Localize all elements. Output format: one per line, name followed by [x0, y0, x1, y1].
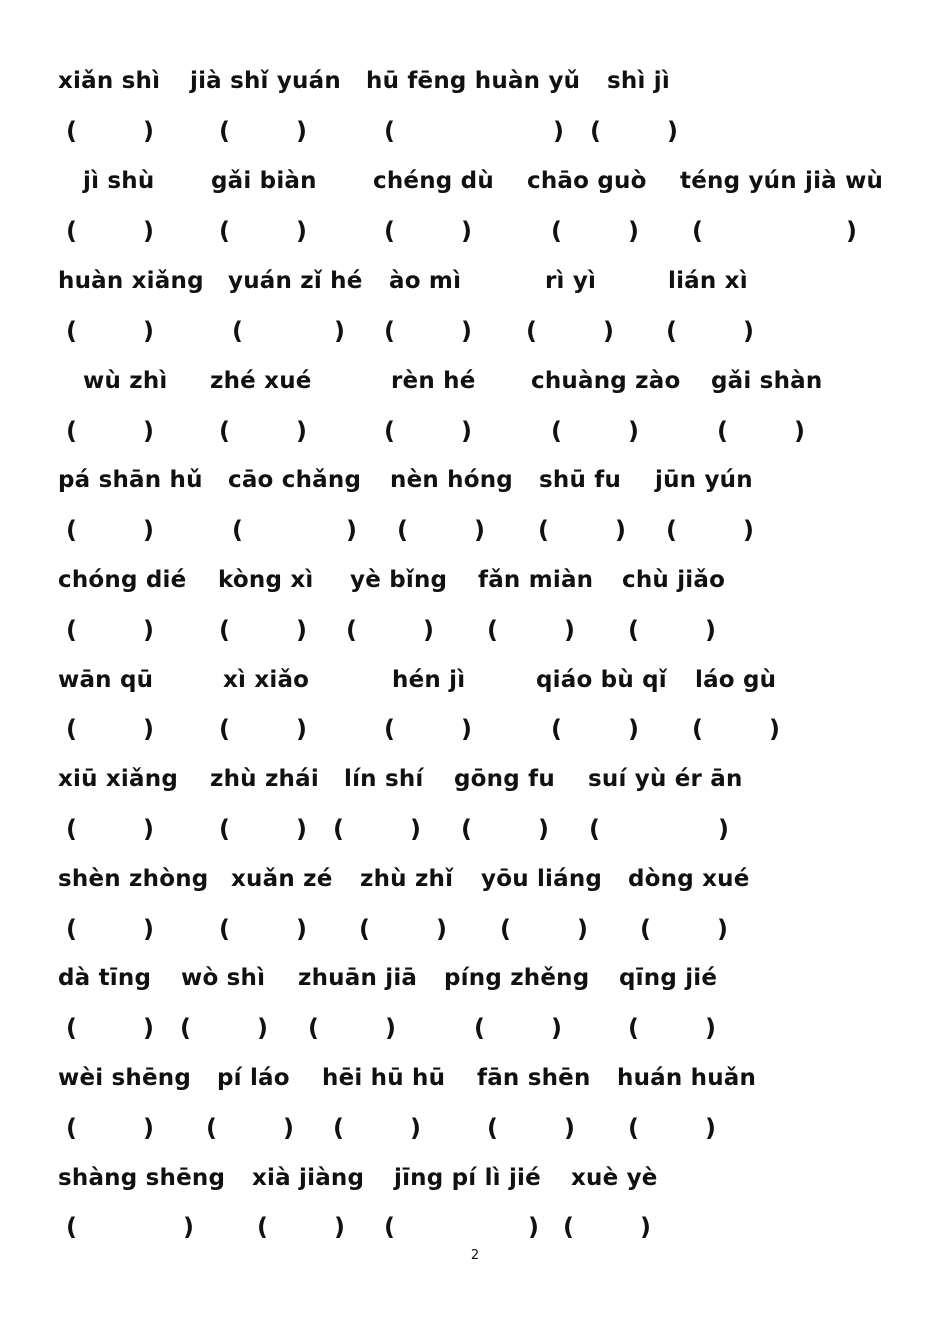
pinyin-item: xuè yè	[571, 1165, 658, 1191]
answer-box[interactable]: ( )	[66, 1014, 154, 1042]
answer-box[interactable]: ( )	[461, 815, 549, 843]
answer-box[interactable]: ( )	[232, 317, 345, 345]
pinyin-row-3	[0, 261, 950, 301]
pinyin-item: wù zhì	[83, 368, 168, 394]
pinyin-item: nèn hóng	[390, 467, 513, 493]
pinyin-item: xì xiǎo	[223, 667, 310, 693]
answer-box[interactable]: ( )	[628, 616, 716, 644]
answer-row-6	[0, 610, 950, 650]
answer-box[interactable]: ( )	[666, 317, 754, 345]
answer-box[interactable]: ( )	[257, 1213, 345, 1241]
answer-box[interactable]: ( )	[66, 1213, 194, 1241]
answer-box[interactable]: ( )	[384, 217, 472, 245]
pinyin-item: pá shān hǔ	[58, 467, 203, 493]
pinyin-item: cāo chǎng	[228, 467, 362, 493]
answer-box[interactable]: ( )	[384, 1213, 539, 1241]
answer-box[interactable]: ( )	[219, 417, 307, 445]
pinyin-item: ào mì	[389, 268, 462, 294]
answer-box[interactable]: ( )	[590, 117, 678, 145]
pinyin-item: chāo guò	[527, 168, 647, 194]
pinyin-item: lián xì	[668, 268, 748, 294]
pinyin-item: chuàng zào	[531, 368, 681, 394]
answer-box[interactable]: ( )	[66, 715, 154, 743]
pinyin-item: shèn zhòng	[58, 866, 209, 892]
pinyin-item: zhù zhǐ	[360, 866, 454, 892]
pinyin-item: hū fēng huàn yǔ	[366, 68, 581, 94]
answer-box[interactable]: ( )	[346, 616, 434, 644]
pinyin-item: shū fu	[539, 467, 622, 493]
pinyin-item: huán huǎn	[617, 1065, 757, 1091]
answer-box[interactable]: ( )	[551, 715, 639, 743]
answer-box[interactable]: ( )	[333, 815, 421, 843]
answer-box[interactable]: ( )	[66, 1114, 154, 1142]
answer-box[interactable]: ( )	[666, 516, 754, 544]
answer-box[interactable]: ( )	[219, 715, 307, 743]
pinyin-item: kòng xì	[218, 567, 314, 593]
pinyin-item: hēi hū hū	[322, 1065, 446, 1091]
answer-box[interactable]: ( )	[308, 1014, 396, 1042]
pinyin-item: jūn yún	[655, 467, 753, 493]
pinyin-item: zhé xué	[210, 368, 312, 394]
pinyin-item: wò shì	[181, 965, 266, 991]
answer-box[interactable]: ( )	[628, 1014, 716, 1042]
answer-row-11	[0, 1108, 950, 1148]
pinyin-item: yuán zǐ hé	[228, 268, 363, 294]
answer-box[interactable]: ( )	[692, 217, 857, 245]
pinyin-item: shì jì	[607, 68, 670, 94]
pinyin-item: suí yù ér ān	[588, 766, 743, 792]
answer-row-10	[0, 1008, 950, 1048]
answer-box[interactable]: ( )	[526, 317, 614, 345]
page-number: 2	[470, 1248, 480, 1263]
pinyin-item: dòng xué	[628, 866, 750, 892]
answer-box[interactable]: ( )	[692, 715, 780, 743]
answer-box[interactable]: ( )	[66, 117, 154, 145]
answer-box[interactable]: ( )	[66, 616, 154, 644]
pinyin-item: rèn hé	[391, 368, 476, 394]
answer-box[interactable]: ( )	[219, 815, 307, 843]
answer-row-4	[0, 411, 950, 451]
answer-box[interactable]: ( )	[384, 417, 472, 445]
answer-box[interactable]: ( )	[384, 715, 472, 743]
answer-box[interactable]: ( )	[66, 915, 154, 943]
answer-box[interactable]: ( )	[333, 1114, 421, 1142]
answer-box[interactable]: ( )	[538, 516, 626, 544]
pinyin-row-6	[0, 560, 950, 600]
pinyin-item: jià shǐ yuán	[190, 68, 341, 94]
pinyin-row-10	[0, 958, 950, 998]
answer-box[interactable]: ( )	[487, 616, 575, 644]
answer-row-3	[0, 311, 950, 351]
pinyin-item: hén jì	[392, 667, 466, 693]
answer-row-8	[0, 809, 950, 849]
pinyin-item: qiáo bù qǐ	[536, 667, 667, 693]
pinyin-row-1	[0, 61, 950, 101]
pinyin-item: pí láo	[217, 1065, 290, 1091]
pinyin-item: fǎn miàn	[478, 567, 594, 593]
answer-box[interactable]: ( )	[359, 915, 447, 943]
answer-row-1	[0, 111, 950, 151]
pinyin-item: yōu liáng	[481, 866, 603, 892]
answer-box[interactable]: ( )	[487, 1114, 575, 1142]
pinyin-item: qīng jié	[619, 965, 718, 991]
answer-box[interactable]: ( )	[219, 616, 307, 644]
answer-box[interactable]: ( )	[640, 915, 728, 943]
answer-box[interactable]: ( )	[66, 217, 154, 245]
answer-box[interactable]: ( )	[589, 815, 729, 843]
pinyin-item: wèi shēng	[58, 1065, 192, 1091]
answer-row-12	[0, 1207, 950, 1247]
pinyin-item: lín shí	[344, 766, 424, 792]
answer-box[interactable]: ( )	[219, 117, 307, 145]
pinyin-item: rì yì	[545, 268, 597, 294]
pinyin-item: gǎi shàn	[711, 368, 823, 394]
pinyin-row-9	[0, 859, 950, 899]
pinyin-item: píng zhěng	[444, 965, 590, 991]
pinyin-item: téng yún jià wù	[680, 168, 884, 194]
answer-row-9	[0, 909, 950, 949]
pinyin-item: shàng shēng	[58, 1165, 226, 1191]
answer-row-7	[0, 709, 950, 749]
pinyin-item: zhù zhái	[210, 766, 319, 792]
answer-box[interactable]: ( )	[219, 217, 307, 245]
answer-box[interactable]: ( )	[66, 417, 154, 445]
pinyin-item: jì shù	[83, 168, 155, 194]
answer-box[interactable]: ( )	[206, 1114, 294, 1142]
pinyin-item: wān qū	[58, 667, 154, 693]
pinyin-item: xià jiàng	[252, 1165, 365, 1191]
answer-box[interactable]: ( )	[717, 417, 805, 445]
answer-box[interactable]: ( )	[500, 915, 588, 943]
pinyin-item: gǎi biàn	[211, 168, 317, 194]
pinyin-item: fān shēn	[477, 1065, 591, 1091]
answer-box[interactable]: ( )	[551, 217, 639, 245]
answer-box[interactable]: ( )	[628, 1114, 716, 1142]
pinyin-row-2	[0, 161, 950, 201]
pinyin-item: yè bǐng	[350, 567, 448, 593]
answer-box[interactable]: ( )	[66, 516, 154, 544]
pinyin-item: xuǎn zé	[231, 866, 333, 892]
answer-box[interactable]: ( )	[66, 317, 154, 345]
pinyin-row-5	[0, 460, 950, 500]
pinyin-item: xiū xiǎng	[58, 766, 178, 792]
answer-box[interactable]: ( )	[180, 1014, 268, 1042]
answer-box[interactable]: ( )	[474, 1014, 562, 1042]
pinyin-item: jīng pí lì jié	[394, 1165, 541, 1191]
pinyin-row-4	[0, 361, 950, 401]
pinyin-item: dà tīng	[58, 965, 152, 991]
pinyin-row-11	[0, 1058, 950, 1098]
answer-box[interactable]: ( )	[219, 915, 307, 943]
pinyin-item: huàn xiǎng	[58, 268, 204, 294]
pinyin-item: chù jiǎo	[622, 567, 726, 593]
answer-box[interactable]: ( )	[551, 417, 639, 445]
answer-row-2	[0, 211, 950, 251]
pinyin-item: láo gù	[695, 667, 777, 693]
pinyin-item: zhuān jiā	[298, 965, 418, 991]
answer-box[interactable]: ( )	[232, 516, 357, 544]
answer-row-5	[0, 510, 950, 550]
pinyin-item: chéng dù	[373, 168, 494, 194]
answer-box[interactable]: ( )	[384, 317, 472, 345]
answer-box[interactable]: ( )	[66, 815, 154, 843]
pinyin-row-12	[0, 1158, 950, 1198]
pinyin-item: chóng dié	[58, 567, 187, 593]
answer-box[interactable]: ( )	[563, 1213, 651, 1241]
pinyin-row-7	[0, 660, 950, 700]
answer-box[interactable]: ( )	[384, 117, 564, 145]
pinyin-item: xiǎn shì	[58, 68, 161, 94]
answer-box[interactable]: ( )	[397, 516, 485, 544]
pinyin-row-8	[0, 759, 950, 799]
pinyin-item: gōng fu	[454, 766, 555, 792]
